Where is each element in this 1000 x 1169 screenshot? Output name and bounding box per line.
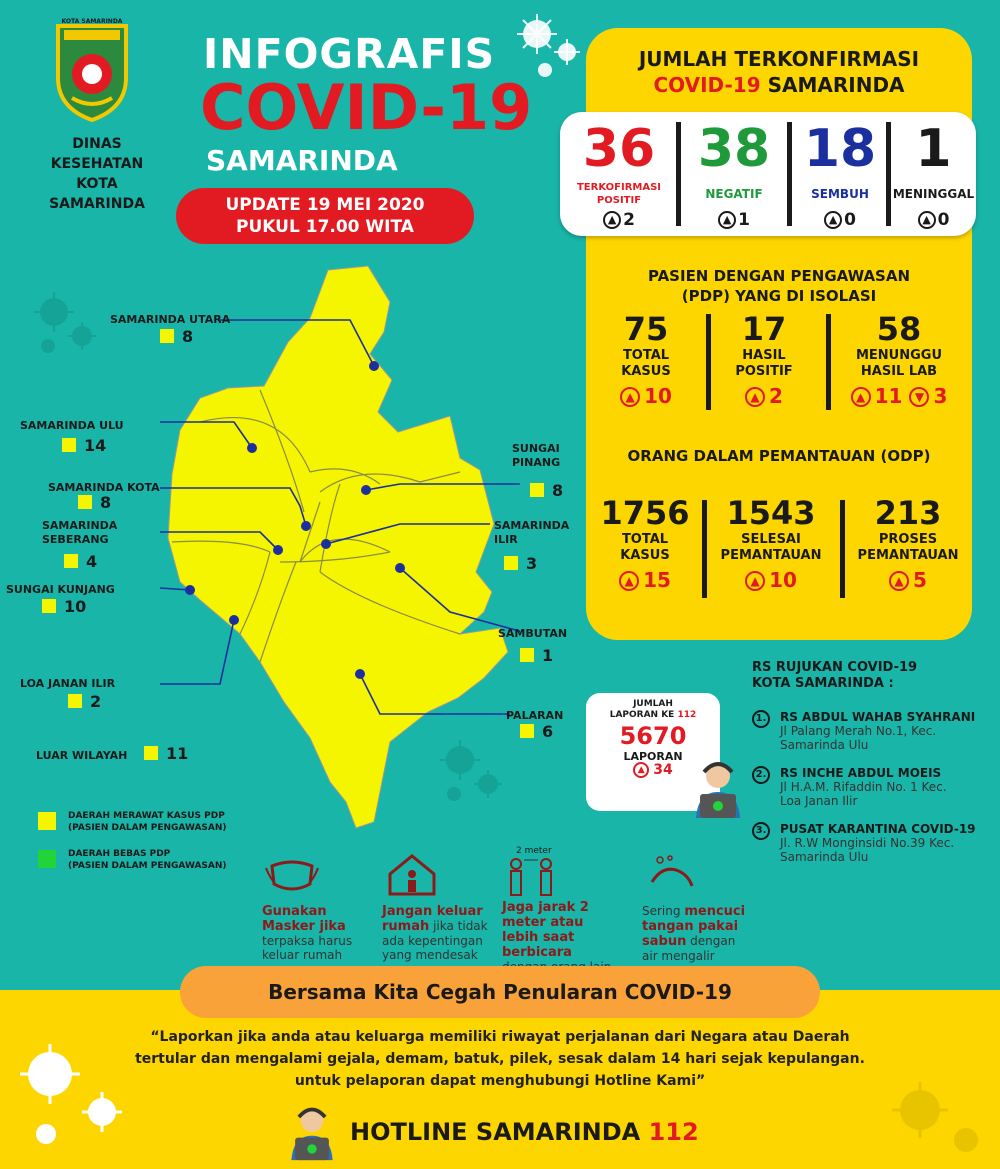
yellow-square-icon xyxy=(42,599,56,613)
update-date: UPDATE 19 MEI 2020 xyxy=(225,195,425,215)
pdp-waiting xyxy=(834,310,964,408)
mask-icon xyxy=(262,852,322,896)
stat-label: NEGATIF xyxy=(705,186,763,201)
arrow-up-icon: ▲ xyxy=(889,571,909,591)
samarinda-district-map xyxy=(160,262,520,852)
hospital-item xyxy=(752,710,992,752)
yellow-square-icon xyxy=(530,483,544,497)
slogan-banner: Bersama Kita Cegah Penularan COVID-19 xyxy=(180,966,820,1018)
quote-line: tertular dan mengalami gejala, demam, batuk, pilek, sesak dalam 14 hari sejak kepulangan. xyxy=(135,1051,865,1067)
confirmed-stats-box xyxy=(560,112,976,236)
report-value: 5670 xyxy=(619,722,687,750)
region-label: LUAR WILAYAH xyxy=(36,749,128,762)
stat-deceased xyxy=(891,112,976,236)
region-label: SAMARINDA SEBERANG xyxy=(42,519,118,546)
tip-highlight: mencuci tangan pakai sabun xyxy=(642,904,746,949)
pdp-title xyxy=(586,266,972,306)
hospital-address: Jl H.A.M. Rifaddin No. 1 Kec. Loa Janan Ilir xyxy=(780,780,947,808)
stat-change: 10 xyxy=(769,568,797,592)
tip-stay-home xyxy=(382,852,494,962)
update-time: PUKUL 17.00 WITA xyxy=(236,217,414,237)
report-label: JUMLAH xyxy=(633,699,673,709)
title-covid: COVID-19 xyxy=(200,71,533,144)
stat-value: 1756 xyxy=(600,494,690,532)
legend-text: DAERAH BEBAS PDP (PASIEN DALAM PENGAWASAN) xyxy=(68,849,227,871)
distance-label: 2 meter xyxy=(516,846,552,856)
hospital-number: 2. xyxy=(752,766,770,784)
hospital-item xyxy=(752,822,992,864)
stat-change: 15 xyxy=(643,568,671,592)
quote-line: “Laporkan jika anda atau keluarga memiliki riwayat perjalanan dari Negara atau Daerah xyxy=(150,1029,850,1045)
stat-value: 1 xyxy=(915,119,952,179)
title-infografis: INFOGRAFIS xyxy=(203,30,496,78)
map-shape xyxy=(168,266,508,828)
tip-highlight: Jangan keluar rumah xyxy=(382,904,483,934)
region-label: SAMARINDA UTARA xyxy=(110,313,231,326)
stat-label: SEMBUH xyxy=(811,186,869,201)
hospital-number: 1. xyxy=(752,710,770,728)
arrow-up-icon: ▲ xyxy=(745,571,765,591)
region-label: SAMBUTAN xyxy=(498,627,568,640)
hospital-item xyxy=(752,766,992,808)
region-label: PALARAN xyxy=(506,709,564,722)
region-label: SAMARINDA ULU xyxy=(20,419,124,432)
region-label: SUNGAI KUNJANG xyxy=(6,583,115,596)
tip-distance xyxy=(502,846,614,974)
stat-positive xyxy=(560,112,678,236)
tip-mask xyxy=(262,852,374,962)
stat-change: 5 xyxy=(913,568,927,592)
tip-highlight: Gunakan Masker jika xyxy=(262,904,346,934)
region-count: 2 xyxy=(68,692,101,711)
report-label: LAPORAN KE xyxy=(609,710,675,720)
operator-icon xyxy=(282,1102,342,1162)
stat-value: 17 xyxy=(741,310,787,348)
region-count: 3 xyxy=(504,554,537,573)
distance-icon xyxy=(502,856,562,900)
pdp-positive xyxy=(714,310,814,408)
report-change: 34 xyxy=(653,762,673,778)
quote-line: untuk pelaporan dapat menghubungi Hotline Kami” xyxy=(294,1073,706,1089)
stat-change: 2 xyxy=(623,210,635,230)
hospital-number: 3. xyxy=(752,822,770,840)
stat-label: TOTAL KASUS xyxy=(620,532,670,563)
confirmed-title-line1: JUMLAH TERKONFIRMASI xyxy=(638,47,920,71)
stat-label: PROSES PEMANTAUAN xyxy=(857,532,959,563)
stat-change: 1 xyxy=(738,210,750,230)
hospital-address: Jl Palang Merah No.1, Kec. Samarinda Ulu xyxy=(780,724,937,752)
yellow-square-icon xyxy=(64,554,78,568)
logo-text: KOTA SAMARINDA xyxy=(61,18,123,25)
yellow-square-icon xyxy=(62,438,76,452)
arrow-up-icon: ▲ xyxy=(918,211,936,229)
hospital-name: RS INCHE ABDUL MOEIS xyxy=(780,766,942,780)
tip-text: jika tidak ada kepentingan yang mendesak xyxy=(382,919,488,962)
stat-label: TERKOFIRMASI POSITIF xyxy=(576,182,662,206)
stat-recovered xyxy=(792,112,888,236)
stat-label: MENUNGGU HASIL LAB xyxy=(855,348,943,379)
arrow-up-icon: ▲ xyxy=(718,211,736,229)
region-count: 8 xyxy=(78,493,111,512)
stat-label: HASIL POSITIF xyxy=(735,348,793,379)
yellow-square-icon xyxy=(520,724,534,738)
confirmed-title-covid: COVID-19 xyxy=(653,73,761,97)
stat-negative xyxy=(681,112,787,236)
house-icon xyxy=(382,852,442,896)
stat-label: TOTAL KASUS xyxy=(621,348,671,379)
report-unit: LAPORAN xyxy=(623,750,683,763)
yellow-square-icon xyxy=(144,746,158,760)
stat-value: 58 xyxy=(876,310,922,348)
agency-name: DINAS KESEHATAN KOTA SAMARINDA xyxy=(49,136,145,212)
region-count: 14 xyxy=(62,436,106,455)
region-label: SUNGAI PINANG xyxy=(512,442,561,469)
stat-change: 0 xyxy=(937,210,950,230)
stat-change: 0 xyxy=(844,210,856,230)
divider xyxy=(826,314,831,410)
stat-change: 2 xyxy=(769,384,783,408)
arrow-up-icon: ▲ xyxy=(633,762,649,778)
arrow-up-icon: ▲ xyxy=(745,387,765,407)
stat-change-down: 3 xyxy=(933,384,948,408)
region-label: LOA JANAN ILIR xyxy=(20,677,116,690)
stat-value: 36 xyxy=(582,119,656,179)
odp-finished xyxy=(708,494,834,592)
region-count: 11 xyxy=(144,744,188,763)
stat-label: MENINGGAL xyxy=(892,186,975,201)
stat-value: 213 xyxy=(874,494,942,532)
yellow-square-icon xyxy=(68,694,82,708)
region-label: SAMARINDA KOTA xyxy=(48,481,160,494)
legend-text: DAERAH MERAWAT KASUS PDP (PASIEN DALAM PENGAWASAN) xyxy=(68,811,227,833)
confirmed-title xyxy=(586,46,972,98)
virus-icon xyxy=(24,282,104,362)
odp-title: ORANG DALAM PEMANTAUAN (ODP) xyxy=(627,447,931,465)
stat-change: 11 xyxy=(874,384,903,408)
divider xyxy=(702,500,707,598)
region-label: SAMARINDA ILIR xyxy=(494,519,570,546)
hotline-label: HOTLINE SAMARINDA xyxy=(350,1118,641,1146)
region-count: 1 xyxy=(520,646,553,665)
yellow-square-icon xyxy=(520,648,534,662)
arrow-down-icon: ▼ xyxy=(909,387,929,407)
region-count: 10 xyxy=(42,597,86,616)
legend-swatch xyxy=(38,812,56,830)
tip-handwash xyxy=(642,852,746,963)
tip-text-pre: Sering xyxy=(642,904,681,918)
hospital-name: RS ABDUL WAHAB SYAHRANI xyxy=(780,710,976,724)
legend-swatch xyxy=(38,850,56,868)
region-count: 4 xyxy=(64,552,97,571)
hotline-number: 112 xyxy=(648,1118,699,1146)
hospital-address: Jl. R.W Monginsidi No.39 Kec. Samarinda Ulu xyxy=(780,836,955,864)
report-appeal xyxy=(60,1026,940,1092)
stat-change: 10 xyxy=(644,384,672,408)
arrow-up-icon: ▲ xyxy=(603,211,621,229)
stat-value: 18 xyxy=(803,119,877,179)
odp-process xyxy=(846,494,970,592)
update-badge xyxy=(176,188,474,244)
stat-label: SELESAI PEMANTAUAN xyxy=(720,532,822,563)
operator-icon xyxy=(686,756,750,820)
handwash-icon xyxy=(642,852,702,896)
yellow-square-icon xyxy=(504,556,518,570)
region-count: 8 xyxy=(530,481,563,500)
pdp-total xyxy=(596,310,696,408)
hospital-name: PUSAT KARANTINA COVID-19 xyxy=(780,822,976,836)
yellow-square-icon xyxy=(160,329,174,343)
stat-value: 38 xyxy=(697,119,771,179)
hotline xyxy=(350,1118,699,1146)
divider xyxy=(706,314,711,410)
report-label-number: 112 xyxy=(677,710,697,720)
stat-value: 1543 xyxy=(726,494,816,532)
odp-total xyxy=(592,494,698,592)
tip-highlight: Jaga jarak 2 meter atau lebih saat berbicara xyxy=(502,900,589,960)
tip-text: terpaksa harus keluar rumah xyxy=(262,934,353,962)
region-count: 8 xyxy=(160,327,193,346)
pdp-title-line2: (PDP) YANG DI ISOLASI xyxy=(681,287,877,305)
pdp-title-line1: PASIEN DENGAN PENGAWASAN xyxy=(647,267,911,285)
arrow-up-icon: ▲ xyxy=(619,571,639,591)
title-city: SAMARINDA xyxy=(206,144,398,177)
region-count: 6 xyxy=(520,722,553,741)
confirmed-title-city: SAMARINDA xyxy=(767,73,905,97)
stat-value: 75 xyxy=(623,310,669,348)
arrow-up-icon: ▲ xyxy=(851,387,871,407)
yellow-square-icon xyxy=(78,495,92,509)
arrow-up-icon: ▲ xyxy=(824,211,842,229)
tip-text: dengan air mengalir xyxy=(642,934,736,963)
divider xyxy=(840,500,845,598)
hospital-title: RS RUJUKAN COVID-19 KOTA SAMARINDA : xyxy=(752,660,918,691)
city-emblem-logo xyxy=(48,18,136,122)
arrow-up-icon: ▲ xyxy=(620,387,640,407)
